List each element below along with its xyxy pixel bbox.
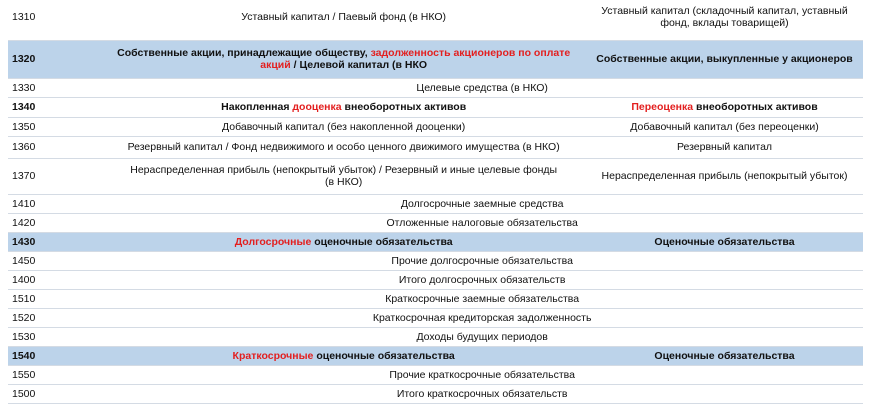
row-old-text: Накопленная дооценка внеоборотных активов: [101, 97, 586, 117]
row-code: 1330: [8, 78, 101, 97]
table-row: [8, 308, 863, 327]
row-code: 1320: [8, 40, 101, 78]
row-old-text: Долгосрочные оценочные обязательства: [101, 232, 586, 251]
table-row: [8, 289, 863, 308]
table-row: [8, 365, 863, 384]
row-merged-text: Прочие краткосрочные обязательства: [101, 365, 863, 384]
table-row: [8, 384, 863, 403]
row-new-text: Переоценка внеоборотных активов: [586, 97, 863, 117]
row-merged-text: Долгосрочные заемные средства: [101, 194, 863, 213]
row-merged-text: Прочие долгосрочные обязательства: [101, 251, 863, 270]
row-merged-text: Итого долгосрочных обязательств: [101, 270, 863, 289]
table-row: [8, 213, 863, 232]
row-code: 1340: [8, 97, 101, 117]
row-old-text: Добавочный капитал (без накопленной дооценки): [101, 117, 586, 136]
table-row: [8, 78, 863, 97]
row-merged-text: Краткосрочная кредиторская задолженность: [101, 308, 863, 327]
row-old-text: Краткосрочные оценочные обязательства: [101, 346, 586, 365]
table-row: [8, 194, 863, 213]
row-code: 1360: [8, 136, 101, 158]
row-merged-text: Отложенные налоговые обязательства: [101, 213, 863, 232]
row-new-text: Добавочный капитал (без переоценки): [586, 117, 863, 136]
row-old-text: Уставный капитал / Паевый фонд (в НКО): [101, 0, 586, 40]
table-row-highlighted: [8, 346, 863, 365]
row-code: 1500: [8, 384, 101, 403]
row-code: 1530: [8, 327, 101, 346]
table-row: [8, 117, 863, 136]
row-code: 1450: [8, 251, 101, 270]
table-row: [8, 327, 863, 346]
table-row-highlighted: [8, 232, 863, 251]
table-row: [8, 251, 863, 270]
row-code: 1410: [8, 194, 101, 213]
row-old-text: Резервный капитал / Фонд недвижимого и особо ценного движимого имущества (в НКО): [101, 136, 586, 158]
row-merged-text: Краткосрочные заемные обязательства: [101, 289, 863, 308]
row-code: 1420: [8, 213, 101, 232]
table-row: [8, 270, 863, 289]
row-code: 1370: [8, 158, 101, 194]
table-row: [8, 158, 863, 194]
row-new-text: Уставный капитал (складочный капитал, уставный фонд, вклады товарищей): [586, 0, 863, 40]
balance-codes-table: [8, 0, 863, 404]
row-code: 1550: [8, 365, 101, 384]
table-row-highlighted: [8, 40, 863, 78]
row-code: 1540: [8, 346, 101, 365]
row-new-text: Оценочные обязательства: [586, 346, 863, 365]
row-code: 1430: [8, 232, 101, 251]
table-row: [8, 0, 863, 40]
row-code: 1400: [8, 270, 101, 289]
table-row: [8, 97, 863, 117]
table-row: [8, 136, 863, 158]
row-new-text: Собственные акции, выкупленные у акционеров: [586, 40, 863, 78]
row-code: 1510: [8, 289, 101, 308]
row-code: 1310: [8, 0, 101, 40]
row-old-text: Нераспределенная прибыль (непокрытый убыток) / Резервный и иные целевые фонды (в НКО): [101, 158, 586, 194]
row-merged-text: Доходы будущих периодов: [101, 327, 863, 346]
row-new-text: Резервный капитал: [586, 136, 863, 158]
row-old-text: Собственные акции, принадлежащие обществу, задолженность акционеров по оплате акций / Целевой капитал (в НКО: [101, 40, 586, 78]
row-new-text: Нераспределенная прибыль (непокрытый убыток): [586, 158, 863, 194]
row-code: 1350: [8, 117, 101, 136]
row-code: 1520: [8, 308, 101, 327]
row-merged-text: Целевые средства (в НКО): [101, 78, 863, 97]
row-merged-text: Итого краткосрочных обязательств: [101, 384, 863, 403]
row-new-text: Оценочные обязательства: [586, 232, 863, 251]
